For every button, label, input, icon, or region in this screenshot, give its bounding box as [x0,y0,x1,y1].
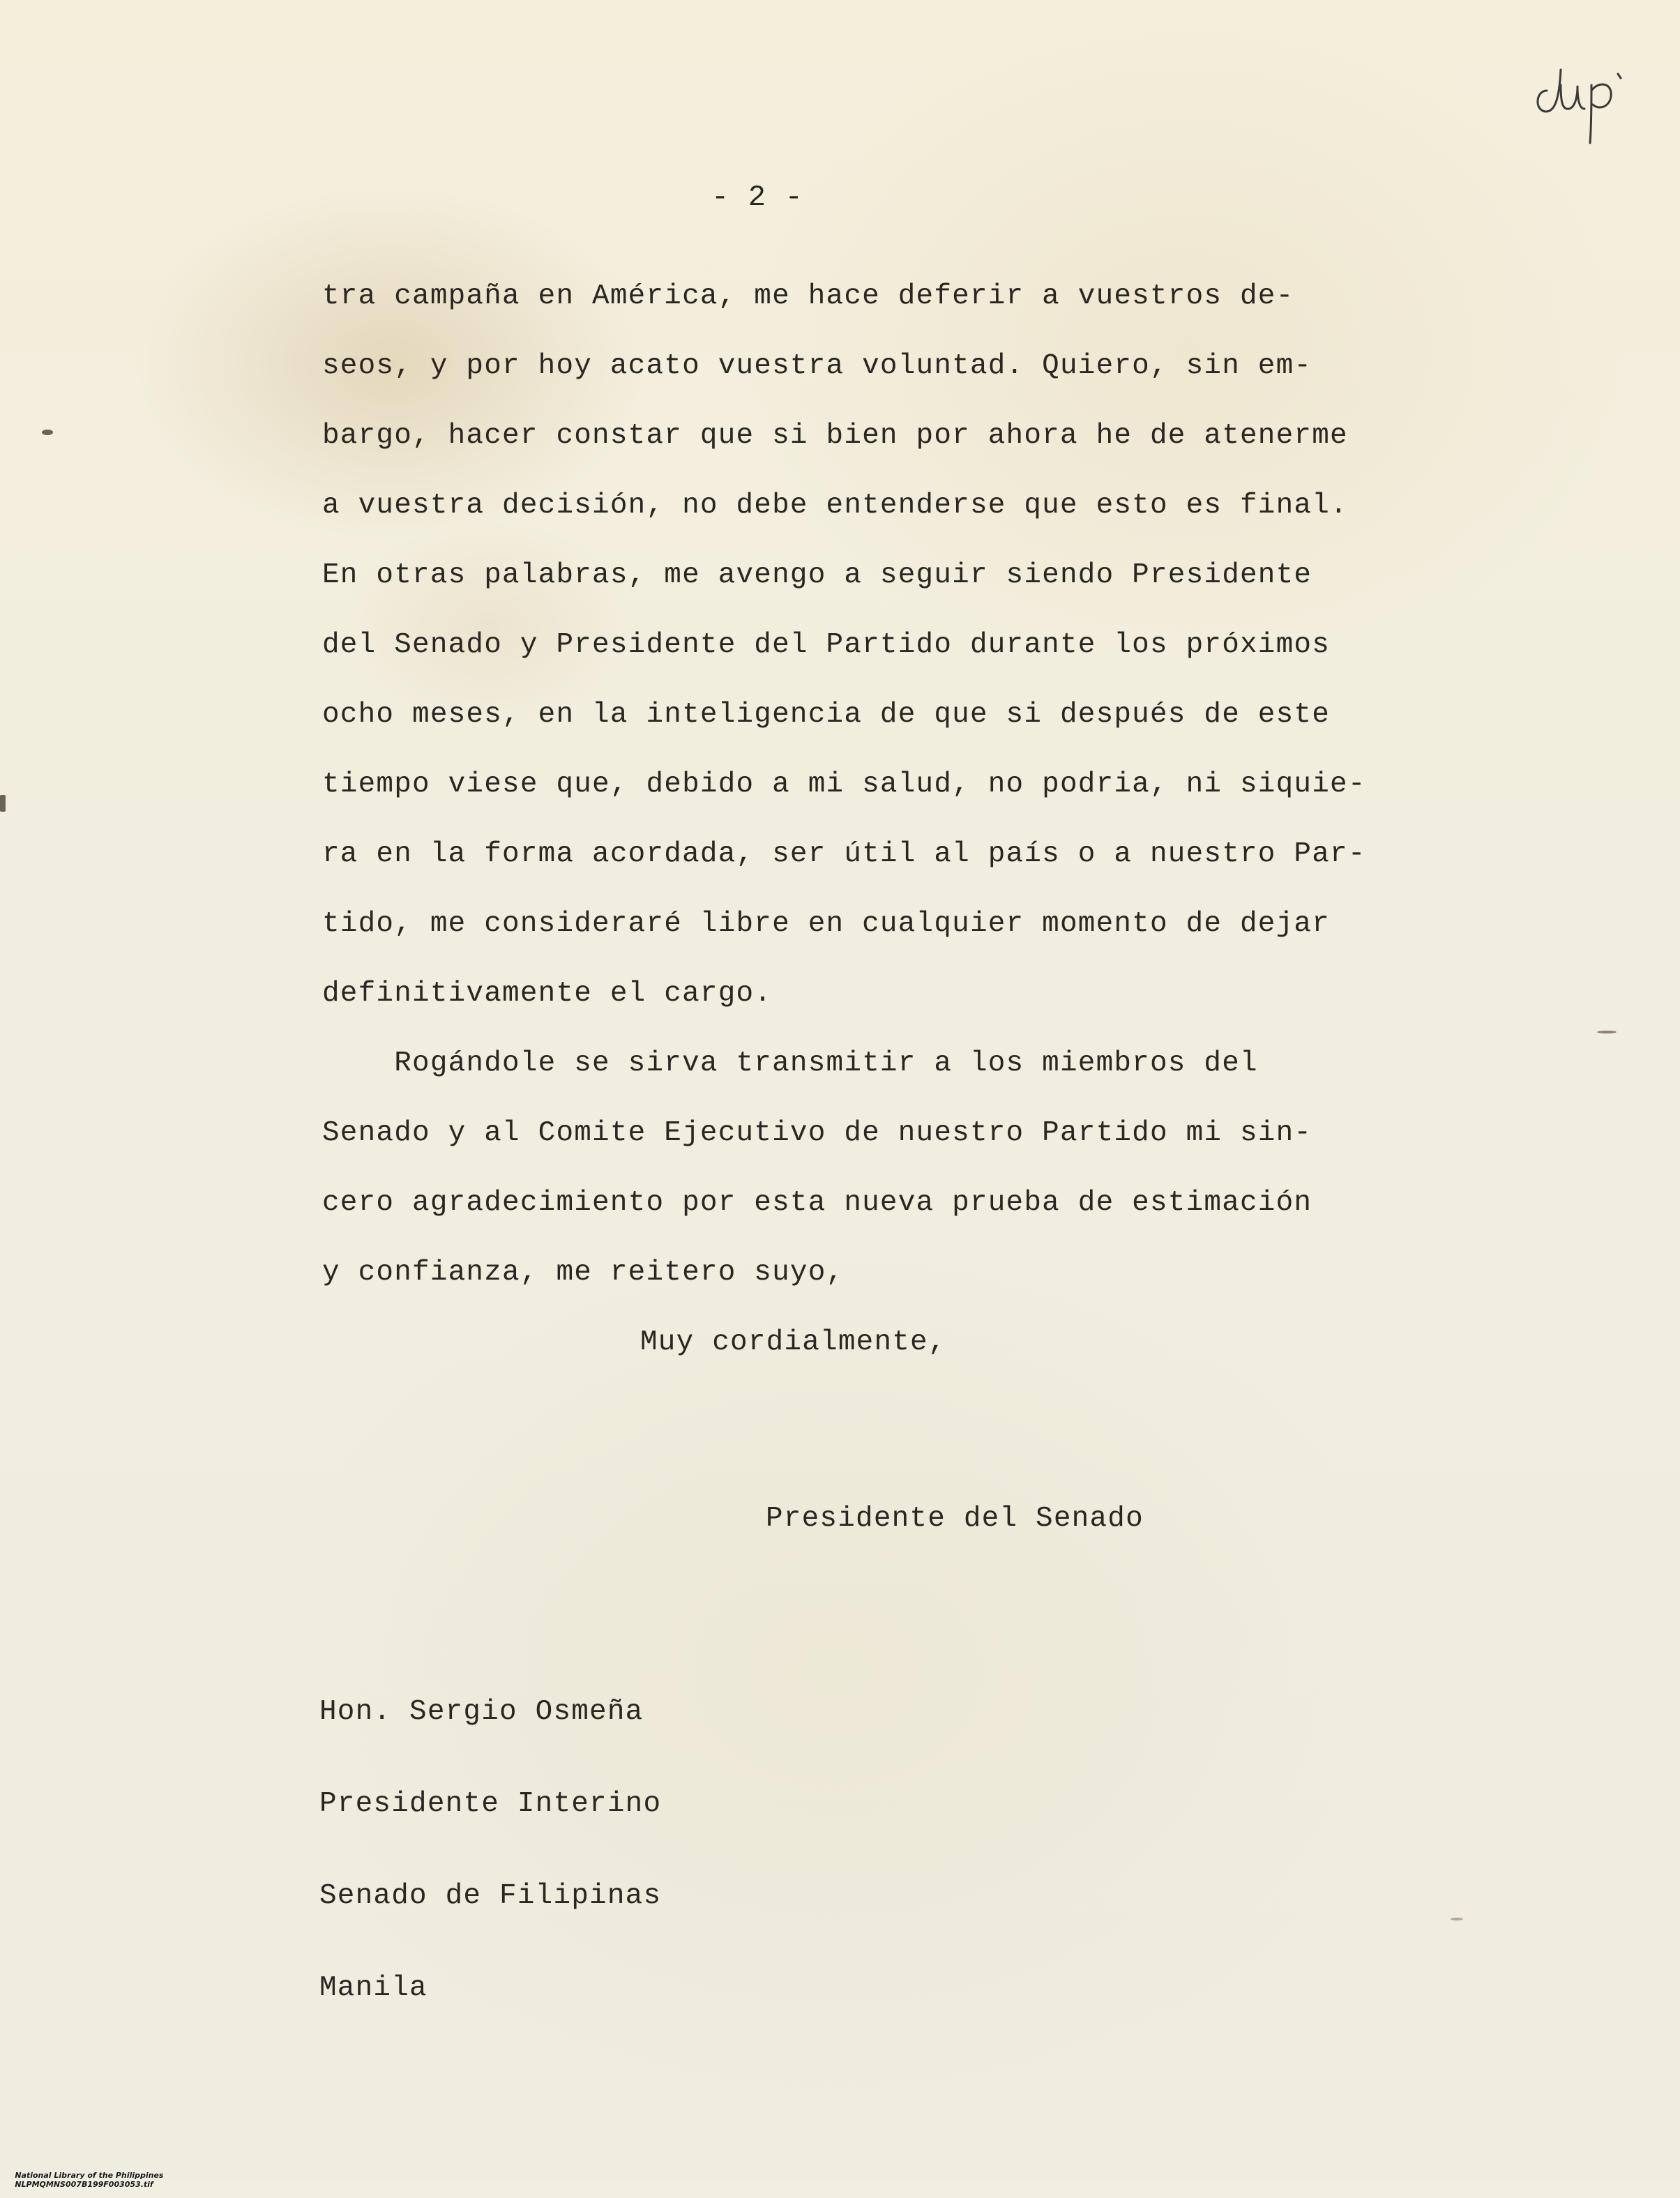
recipient-address [319,1637,661,2063]
address-line: Presidente Interino [319,1788,662,1820]
paper-speck [42,430,53,435]
body-line: seos, y por hoy acato vuestra voluntad. Quiero, sin em- [322,350,1312,382]
body-line: ocho meses, en la inteligencia de que si después de este [322,699,1331,731]
body-line: En otras palabras, me avengo a seguir siendo Presidente [322,559,1312,591]
body-line: definitivamente el cargo. [322,978,773,1010]
paper-speck [1451,1918,1463,1920]
paper-speck [1597,1031,1617,1033]
body-line: del Senado y Presidente del Partido durante los próximos [322,629,1331,661]
archive-footer [4,2162,191,2198]
address-line: Manila [319,1972,427,2004]
body-line: y confianza, me reitero suyo, [322,1257,845,1289]
address-line: Senado de Filipinas [319,1880,662,1912]
paper-speck [0,795,6,812]
closing-salutation: Muy cordialmente, [640,1326,946,1358]
body-line: Senado y al Comite Ejecutivo de nuestro Partido mi sin- [322,1117,1312,1149]
page-number: - 2 - [711,181,804,214]
address-line: Hon. Sergio Osmeña [319,1696,644,1728]
handwritten-annotation [1531,42,1650,146]
body-line: tra campaña en América, me hace deferir a vuestros de- [322,280,1294,312]
body-line: tiempo viese que, debido a mi salud, no podria, ni siquie- [322,768,1366,801]
body-line: bargo, hacer constar que si bien por ahora he de atenerme [322,420,1348,452]
body-line: Rogándole se sirva transmitir a los miembros del [322,1047,1258,1079]
footer-institution: National Library of the Philippines [15,2171,164,2180]
body-line: cero agradecimiento por esta nueva prueba de estimación [322,1187,1312,1219]
footer-file-id: NLPMQMNS007B199F003053.tif [15,2180,153,2189]
signature-title: Presidente del Senado [766,1503,1144,1535]
body-line: ra en la forma acordada, ser útil al país o a nuestro Par- [322,838,1366,870]
body-line: a vuestra decisión, no debe entenderse que esto es final. [322,490,1348,522]
body-line: tido, me consideraré libre en cualquier momento de dejar [322,908,1331,940]
